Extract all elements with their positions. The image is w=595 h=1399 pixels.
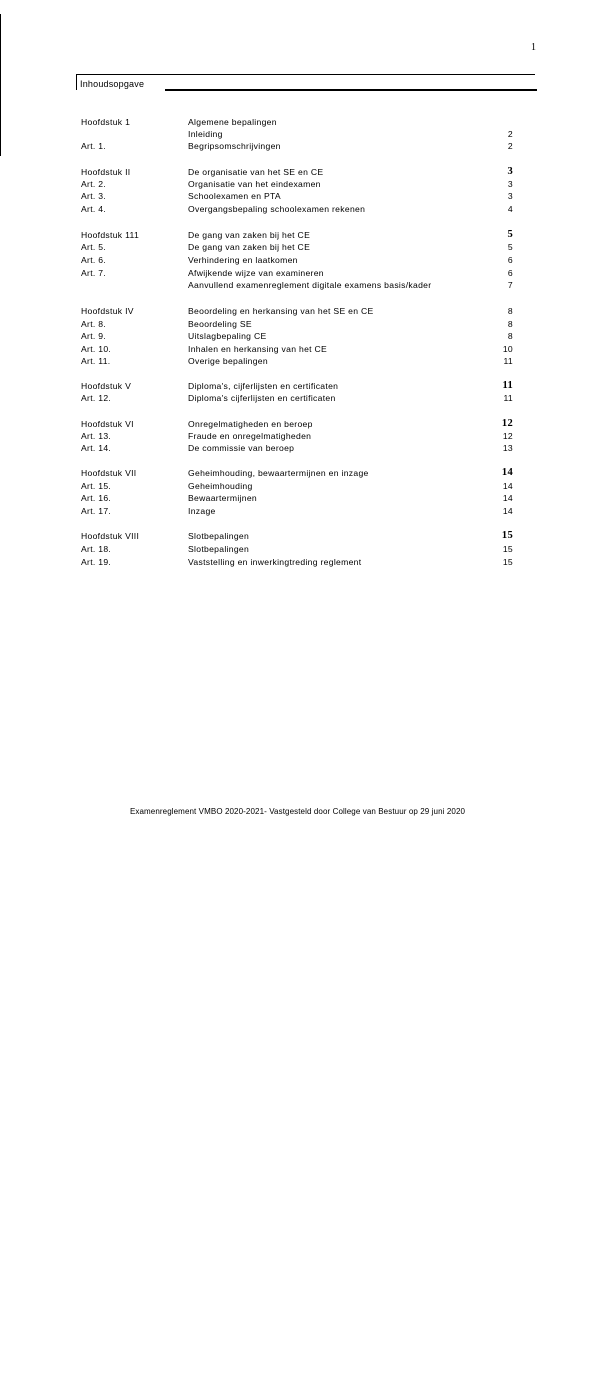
toc-entry-title: Slotbepalingen bbox=[188, 544, 250, 554]
toc-article-row bbox=[0, 431, 595, 443]
toc-entry-code: Art. 5. bbox=[81, 242, 107, 252]
toc-entry-code: Art. 13. bbox=[81, 431, 112, 441]
toc-entry-code: Art. 6. bbox=[81, 255, 107, 265]
toc-heading: Inhoudsopgave bbox=[80, 79, 145, 89]
toc-entry-code: Hoofdstuk VIII bbox=[81, 531, 140, 541]
toc-entry-title: Overgangsbepaling schoolexamen rekenen bbox=[188, 204, 366, 214]
toc-entry-page: 13 bbox=[502, 443, 513, 453]
toc-entry-title: De organisatie van het SE en CE bbox=[188, 167, 324, 177]
toc-entry-code: Art. 18. bbox=[81, 544, 112, 554]
toc-entry-page: 15 bbox=[502, 544, 513, 554]
toc-entry-page: 6 bbox=[507, 268, 513, 278]
toc-entry-page: 11 bbox=[502, 380, 513, 391]
toc-entry-code: Hoofdstuk 111 bbox=[81, 230, 140, 240]
toc-entry-code: Art. 12. bbox=[81, 393, 112, 403]
toc-entry-page: 14 bbox=[502, 506, 513, 516]
toc-article-row bbox=[0, 268, 595, 280]
toc-article-row bbox=[0, 280, 595, 292]
toc-entry-title: Fraude en onregelmatigheden bbox=[188, 431, 312, 441]
toc-entry-page: 12 bbox=[501, 418, 513, 429]
toc-chapter-row bbox=[0, 468, 595, 480]
toc-entry-code: Art. 14. bbox=[81, 443, 112, 453]
toc-entry-page: 7 bbox=[507, 280, 513, 290]
toc-article-row bbox=[0, 544, 595, 556]
toc-entry-title: Geheimhouding bbox=[188, 481, 253, 491]
toc-entry-page: 8 bbox=[507, 319, 513, 329]
toc-entry-title: Vaststelling en inwerkingtreding reglement bbox=[188, 557, 362, 567]
toc-entry-page: 8 bbox=[507, 306, 513, 316]
toc-entry-code: Art. 17. bbox=[81, 506, 112, 516]
toc-entry-title: Overige bepalingen bbox=[188, 356, 268, 366]
toc-entry-code: Hoofdstuk VI bbox=[81, 419, 134, 429]
toc-article-row bbox=[0, 319, 595, 331]
toc-chapter-row bbox=[0, 230, 595, 242]
header-tick bbox=[76, 74, 77, 90]
toc-entry-page: 10 bbox=[502, 344, 513, 354]
toc-entry-title: Begripsomschrijvingen bbox=[188, 141, 281, 151]
toc-entry-title: Afwijkende wijze van examineren bbox=[188, 268, 324, 278]
page-number: 1 bbox=[531, 42, 536, 53]
toc-entry-title: Beoordeling SE bbox=[188, 319, 252, 329]
toc-entry-title: Beoordeling en herkansing van het SE en CE bbox=[188, 306, 374, 316]
toc-entry-page: 3 bbox=[507, 179, 513, 189]
toc-chapter-row bbox=[0, 117, 595, 129]
toc-entry-page: 2 bbox=[507, 141, 513, 151]
toc-article-row bbox=[0, 141, 595, 153]
toc-entry-page: 15 bbox=[501, 530, 513, 541]
toc-entry-title: Inzage bbox=[188, 506, 216, 516]
toc-article-row bbox=[0, 129, 595, 141]
toc-article-row bbox=[0, 344, 595, 356]
toc-entry-title: Geheimhouding, bewaartermijnen en inzage bbox=[188, 468, 369, 478]
toc-chapter-row bbox=[0, 381, 595, 393]
toc-entry-title: Diploma's, cijferlijsten en certificaten bbox=[188, 381, 339, 391]
toc-entry-page: 3 bbox=[507, 166, 513, 177]
toc-entry-code: Hoofdstuk 1 bbox=[81, 117, 131, 127]
footer: Examenreglement VMBO 2020-2021- Vastgesteld door College van Bestuur op 29 juni 2020 bbox=[129, 807, 466, 816]
toc-entry-title: Organisatie van het eindexamen bbox=[188, 179, 321, 189]
toc-entry-code: Art. 8. bbox=[81, 319, 107, 329]
toc-entry-title: Verhindering en laatkomen bbox=[188, 255, 298, 265]
toc-article-row bbox=[0, 179, 595, 191]
toc-entry-title: Inleiding bbox=[188, 129, 223, 139]
toc-article-row bbox=[0, 204, 595, 216]
toc-entry-code: Art. 2. bbox=[81, 179, 107, 189]
toc-entry-page: 14 bbox=[501, 467, 513, 478]
toc-entry-code: Art. 15. bbox=[81, 481, 112, 491]
toc-chapter-row bbox=[0, 419, 595, 431]
toc-entry-code: Hoofdstuk IV bbox=[81, 306, 134, 316]
toc-entry-title: Onregelmatigheden en beroep bbox=[188, 419, 313, 429]
toc-article-row bbox=[0, 255, 595, 267]
header-rule-top bbox=[76, 74, 535, 75]
toc-article-row bbox=[0, 557, 595, 569]
toc-entry-code: Art. 10. bbox=[81, 344, 112, 354]
toc-entry-code: Art. 9. bbox=[81, 331, 107, 341]
toc-entry-code: Hoofdstuk VII bbox=[81, 468, 137, 478]
toc-entry-page: 15 bbox=[502, 557, 513, 567]
toc-article-row bbox=[0, 506, 595, 518]
toc-entry-page: 5 bbox=[507, 242, 513, 252]
toc-entry-page: 8 bbox=[507, 331, 513, 341]
toc-entry-title: De commissie van beroep bbox=[188, 443, 295, 453]
toc-entry-title: Aanvullend examenreglement digitale examens basis/kader bbox=[188, 280, 432, 290]
toc-entry-page: 6 bbox=[507, 255, 513, 265]
toc-entry-page: 4 bbox=[507, 204, 513, 214]
toc-entry-code: Hoofdstuk II bbox=[81, 167, 131, 177]
toc-entry-code: Hoofdstuk V bbox=[81, 381, 132, 391]
toc-entry-code: Art. 1. bbox=[81, 141, 107, 151]
toc-article-row bbox=[0, 242, 595, 254]
toc-entry-code: Art. 16. bbox=[81, 493, 112, 503]
toc-entry-title: Diploma's cijferlijsten en certificaten bbox=[188, 393, 336, 403]
toc-entry-code: Art. 4. bbox=[81, 204, 107, 214]
toc-article-row bbox=[0, 331, 595, 343]
toc-entry-title: Inhalen en herkansing van het CE bbox=[188, 344, 328, 354]
toc-entry-title: Algemene bepalingen bbox=[188, 117, 277, 127]
toc-article-row bbox=[0, 393, 595, 405]
toc-article-row bbox=[0, 191, 595, 203]
toc-entry-page: 12 bbox=[502, 431, 513, 441]
toc-article-row bbox=[0, 481, 595, 493]
header-rule-bottom bbox=[165, 89, 537, 91]
toc-article-row bbox=[0, 306, 595, 318]
toc-entry-page: 3 bbox=[507, 191, 513, 201]
toc-entry-title: Schoolexamen en PTA bbox=[188, 191, 281, 201]
toc-entry-title: De gang van zaken bij het CE bbox=[188, 230, 311, 240]
toc-entry-title: Slotbepalingen bbox=[188, 531, 250, 541]
toc-entry-title: Uitslagbepaling CE bbox=[188, 331, 267, 341]
toc-entry-code: Art. 3. bbox=[81, 191, 107, 201]
toc-chapter-row bbox=[0, 167, 595, 179]
toc-entry-code: Art. 19. bbox=[81, 557, 112, 567]
toc-article-row bbox=[0, 356, 595, 368]
toc-entry-page: 14 bbox=[502, 493, 513, 503]
toc-article-row bbox=[0, 443, 595, 455]
toc-entry-page: 11 bbox=[503, 356, 513, 366]
toc-entry-code: Art. 7. bbox=[81, 268, 107, 278]
toc-entry-page: 14 bbox=[502, 481, 513, 491]
toc-entry-code: Art. 11. bbox=[81, 356, 111, 366]
toc-entry-title: Bewaartermijnen bbox=[188, 493, 257, 503]
toc-article-row bbox=[0, 493, 595, 505]
toc-chapter-row bbox=[0, 531, 595, 543]
toc-entry-page: 2 bbox=[507, 129, 513, 139]
toc-entry-page: 11 bbox=[503, 393, 513, 403]
toc-entry-page: 5 bbox=[507, 229, 513, 240]
toc-entry-title: De gang van zaken bij het CE bbox=[188, 242, 311, 252]
